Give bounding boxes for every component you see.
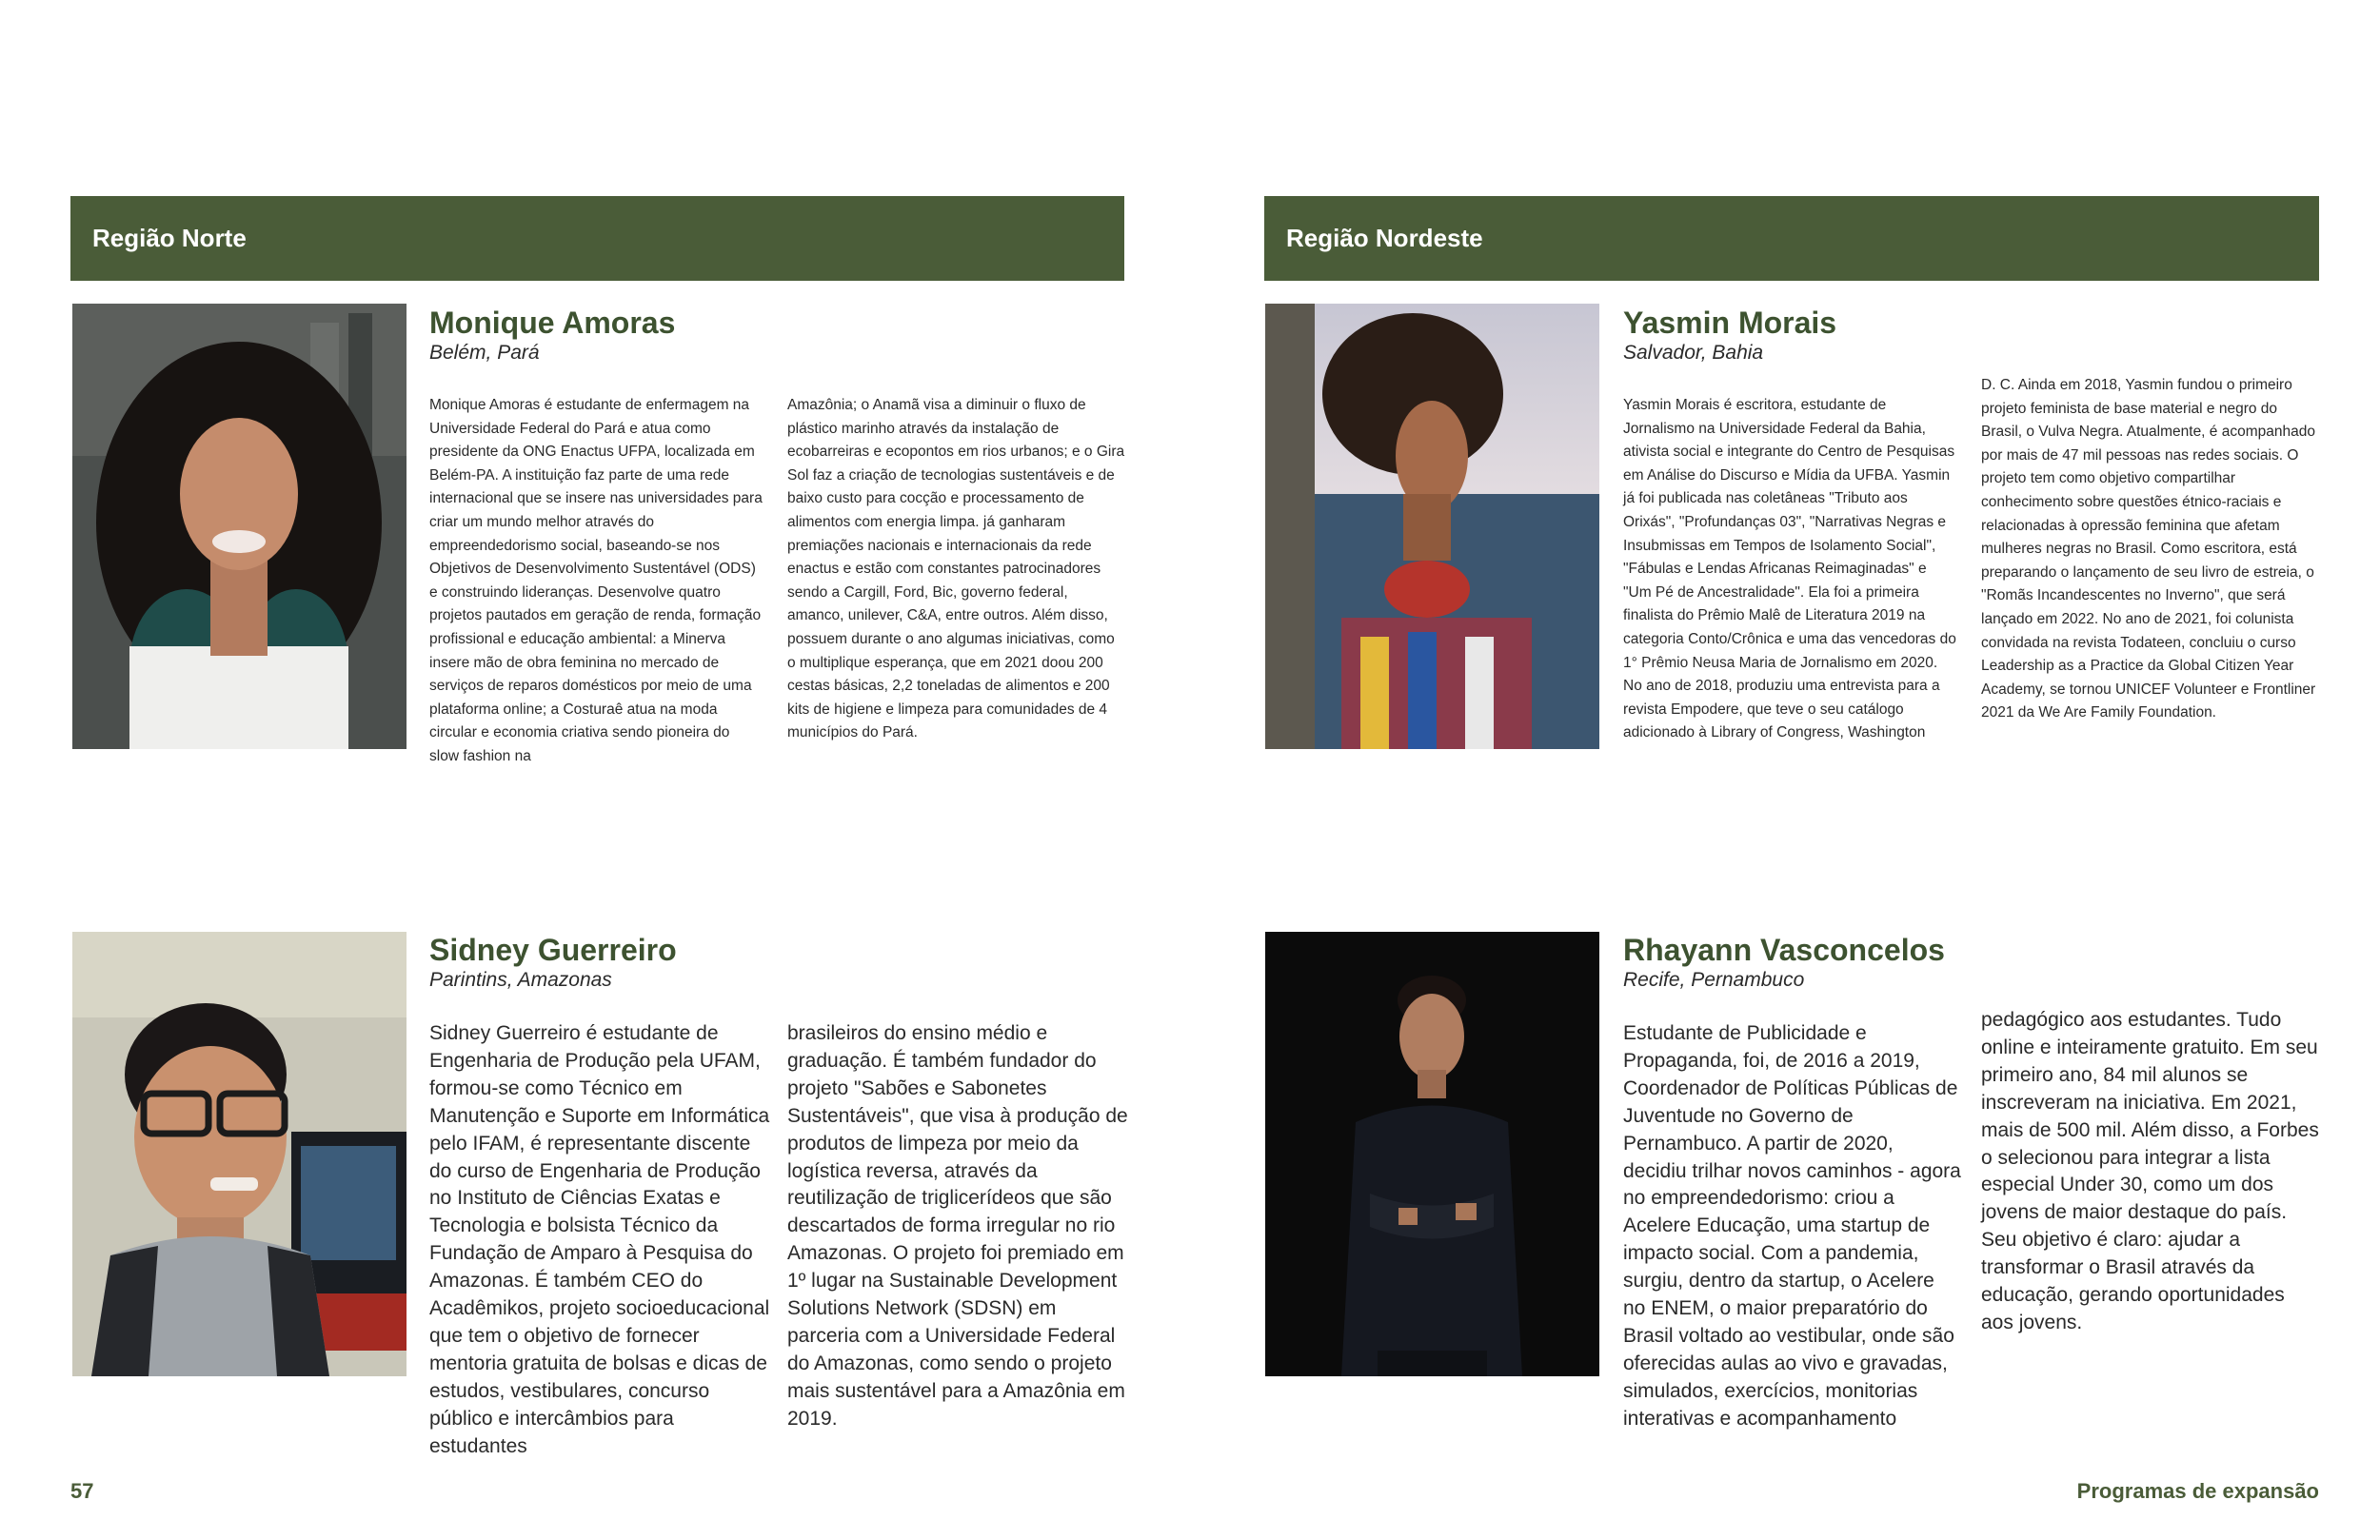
bio-column-1: Monique Amoras é estudante de enfermagem na Universidade Federal do Pará e atua como presidente da ONG Enactus UFPA, localizada em Belém-PA. A instituição faz parte de uma rede internacional que se insere nas universidades para criar um mundo melhor através do empreendedorismo social, baseando-se nos Objetivos de Desenvolvimento Sustentável (ODS) e construindo lideranças. Desenvolve quatro projetos pautados em geração de renda, formação profissional e educação ambiental: a Minerva insere mão de obra feminina no mercado de serviços de reparos domésticos por meio de uma plataforma online; a Costuraê atua na moda circular e economia criativa sendo pioneira do slow fashion na <box>429 397 763 764</box>
person-location: Salvador, Bahia <box>1623 342 1764 364</box>
bio-column-2: Amazônia; o Anamã visa a diminuir o fluxo de plástico marinho através da instalação de ecobarreiras e ecopontos em rios urbanos; e o Gira Sol faz a criação de tecnologias sustentáveis e de baixo custo para cocção e processamento de alimentos com energia limpa. já ganharam premiações nacionais e internacionais da rede enactus e estão com constantes patrocinadores sendo a Cargill, Ford, Bic, governo federal, amanco, unilever, C&A, entre outros. Além disso, possuem durante o ano algumas iniciativas, como o multiplique esperança, que em 2021 doou 200 cestas básicas, 2,2 toneladas de alimentos e 200 kits de higiene e limpeza para comunidades de 4 municípios do Pará. <box>787 397 1125 741</box>
portrait-sidney-guerreiro <box>72 932 407 1376</box>
region-title: Região Nordeste <box>1286 224 1483 252</box>
footer-section-title: Programas de expansão <box>2076 1479 2319 1503</box>
person-location: Recife, Pernambuco <box>1623 969 1805 991</box>
person-name: Sidney Guerreiro <box>429 933 677 967</box>
person-location: Parintins, Amazonas <box>429 969 612 991</box>
bio-column-1: Sidney Guerreiro é estudante de Engenharia de Produção pela UFAM, formou-se como Técnico em Manutenção e Suporte em Informática pelo IFAM, é representante discente do curso de Engenharia de Produção no Instituto de Ciências Exatas e Tecnologia e bolsista Técnico da Fundação de Amparo à Pesquisa do Amazonas. É também CEO do Acadêmikos, projeto socioeducacional que tem o objetivo de fornecer mentoria gratuita de bolsas e dicas de estudos, vestibulares, concurso público e intercâmbios para estudantes <box>429 1022 770 1457</box>
portrait-rhayann-vasconcelos <box>1265 932 1599 1376</box>
region-title: Região Norte <box>92 224 247 252</box>
bio-column-2: D. C. Ainda em 2018, Yasmin fundou o primeiro projeto feminista de base material e negro do Brasil, o Vulva Negra. Atualmente, é acompanhado por mais de 47 mil pessoas nas redes sociais. O projeto tem como objetivo compartilhar conhecimento sobre questões étnico-raciais e relacionadas à opressão feminina que afetam mulheres negras no Brasil. Como escritora, está preparando o lançamento de seu livro de estreia, o "Romãs Incandescentes no Inverno", que será lançado em 2022. No ano de 2021, foi colunista convidada na revista Todateen, concluiu o curso Leadership as a Practice da Global Citizen Year Academy, se tornou UNICEF Volunteer e Frontliner 2021 da We Are Family Foundation. <box>1981 377 2316 721</box>
bio-column-1: Yasmin Morais é escritora, estudante de Jornalismo na Universidade Federal da Bahia, ativista social e integrante do Centro de Pesquisas em Análise do Discurso e Mídia da UFBA. Yasmin já foi publicada nas coletâneas "Tributo aos Orixás", "Profundanças 03", "Narrativas Negras e Insubmissas em Tempos de Isolamento Social", "Fábulas e Lendas Africanas Reimaginadas" e "Um Pé de Ancestralidade". Ela foi a primeira finalista do Prêmio Malê de Literatura 2019 na categoria Conto/Crônica e uma das vencedoras do 1° Prêmio Neusa Maria de Jornalismo em 2020. No ano de 2018, produziu uma entrevista para a revista Empodere, que teve o seu catálogo adicionado à Library of Congress, Washington <box>1623 397 1956 741</box>
bio-column-2: pedagógico aos estudantes. Tudo online e inteiramente gratuito. Em seu primeiro ano, 84 mil alunos se inscreveram na iniciativa. Em 2021, mais de 500 mil. Além disso, a Forbes o selecionou para integrar a lista especial Under 30, como um dos jovens de maior destaque do país. Seu objetivo é claro: ajudar a transformar o Brasil através da educação, gerando oportunidades aos jovens. <box>1981 1009 2319 1333</box>
region-banner-north <box>70 196 1124 281</box>
bio-column-2: brasileiros do ensino médio e graduação. É também fundador do projeto "Sabões e Sabonetes Sustentáveis", que visa à produção de produtos de limpeza por meio da logística reversa, através da reutilização de triglicerídeos que são descartados de forma irregular no rio Amazonas. O projeto foi premiado em 1º lugar na Sustainable Development Solutions Network (SDSN) em parceria com a Universidade Federal do Amazonas, como sendo o projeto mais sustentável para a Amazônia em 2019. <box>787 1022 1128 1430</box>
region-banner-northeast <box>1264 196 2319 281</box>
person-name: Monique Amoras <box>429 306 676 340</box>
person-name: Rhayann Vasconcelos <box>1623 933 1945 967</box>
person-location: Belém, Pará <box>429 342 540 364</box>
person-name: Yasmin Morais <box>1623 306 1837 340</box>
bio-column-1: Estudante de Publicidade e Propaganda, foi, de 2016 a 2019, Coordenador de Políticas Públicas de Juventude no Governo de Pernambuco. A partir de 2020, decidiu trilhar novos caminhos - agora no empreendedorismo: criou a Acelere Educação, uma startup de impacto social. Com a pandemia, surgiu, dentro da startup, o Acelere no ENEM, o maior preparatório do Brasil voltado ao vestibular, onde são oferecidas aulas ao vivo e gravadas, simulados, exercícios, monitorias interativas e acompanhamento <box>1623 1022 1961 1430</box>
page-number: 57 <box>70 1479 94 1503</box>
portrait-monique-amoras <box>72 304 407 749</box>
portrait-yasmin-morais <box>1265 304 1599 749</box>
